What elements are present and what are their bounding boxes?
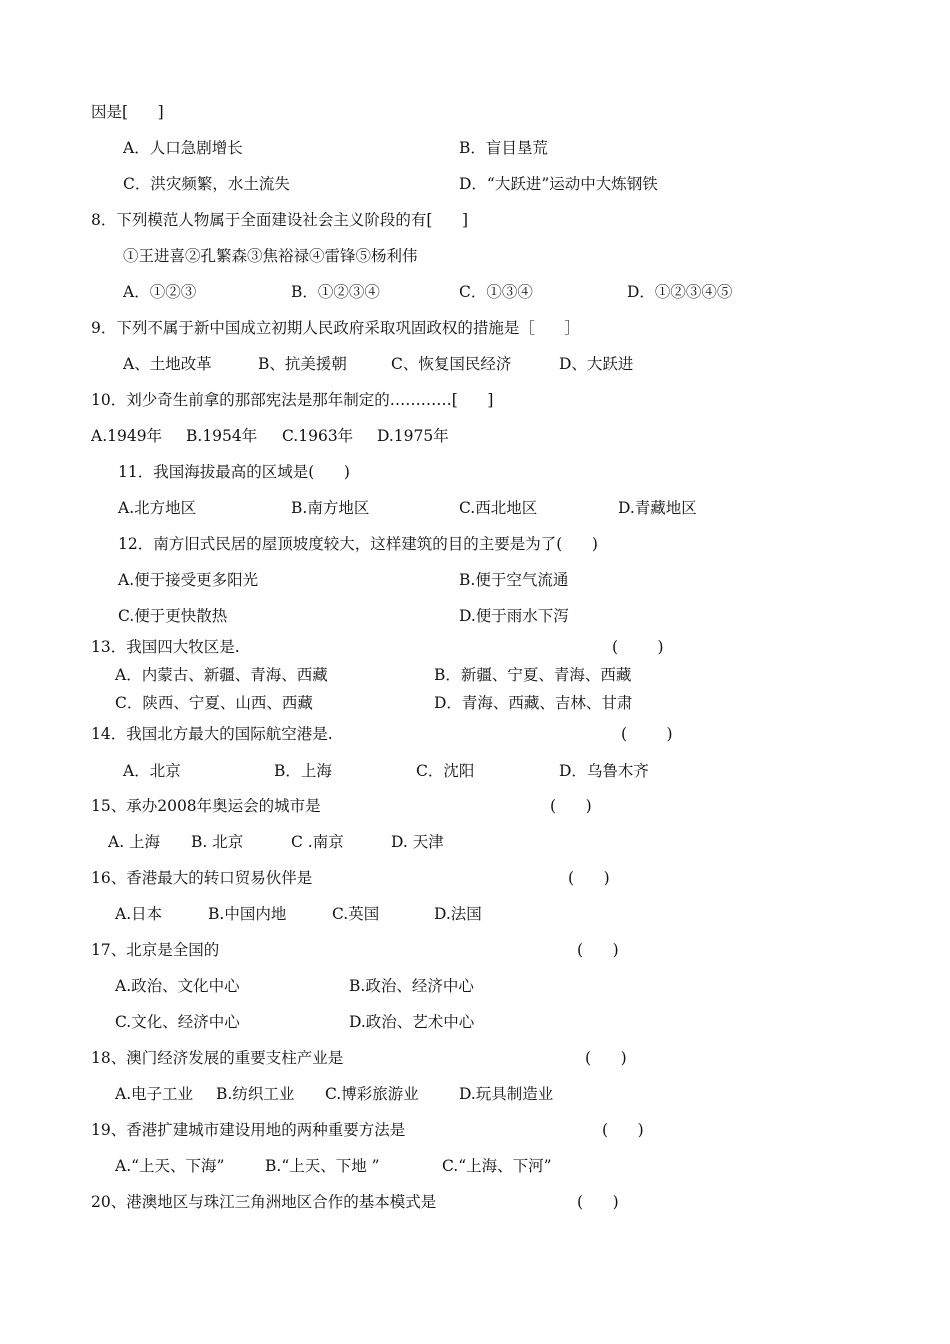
q15-option-d: D. 天津 [391,833,444,851]
q11-option-d: D.青藏地区 [618,499,697,517]
q17-option-b: B.政治、经济中心 [349,977,474,995]
q10-option-b: B.1954年 [186,427,258,445]
q18-option-d: D.玩具制造业 [459,1085,554,1103]
q17-stem: 17、北京是全国的 [91,941,220,959]
q7-option-c: C．洪灾频繁，水土流失 [123,175,290,193]
q18-option-a: A.电子工业 [115,1085,194,1103]
q16-option-c: C.英国 [332,905,380,923]
q17-option-d: D.政治、艺术中心 [349,1013,475,1031]
q10-option-d: D.1975年 [377,427,449,445]
q19-option-a: A.“上天、下海” [115,1157,225,1175]
q13-answer-paren: ( ) [612,638,664,656]
q20-answer-paren: ( ) [577,1193,619,1211]
q7-option-a: A．人口急剧增长 [123,139,243,157]
q11-option-a: A.北方地区 [118,499,197,517]
q9-option-b: B、抗美援朝 [258,355,347,373]
q7-option-d: D．“大跃进”运动中大炼钢铁 [459,175,658,193]
q15-stem: 15、承办2008年奥运会的城市是 [91,797,321,815]
q14-answer-paren: ( ) [621,725,673,743]
q13-option-c: C．陕西、宁夏、山西、西藏 [115,694,313,712]
q13-option-d: D．青海、西藏、吉林、甘肃 [434,694,633,712]
q8-option-c: C．①③④ [459,283,533,301]
q13-stem: 13．我国四大牧区是. [91,638,240,656]
q8-items: ①王进喜②孔繁森③焦裕禄④雷锋⑤杨利伟 [123,247,418,265]
q13-option-b: B．新疆、宁夏、青海、西藏 [434,666,632,684]
q8-option-b: B．①②③④ [291,283,380,301]
q16-option-b: B.中国内地 [208,905,287,923]
q14-option-a: A．北京 [123,762,181,780]
q18-answer-paren: ( ) [585,1049,627,1067]
q12-option-b: B.便于空气流通 [459,571,569,589]
q14-option-c: C．沈阳 [416,762,475,780]
q10-stem: 10．刘少奇生前拿的那部宪法是那年制定的…………[ ] [91,391,494,409]
q12-option-c: C.便于更快散热 [118,607,228,625]
q19-answer-paren: ( ) [602,1121,644,1139]
q14-stem: 14．我国北方最大的国际航空港是. [91,725,333,743]
q11-option-b: B.南方地区 [291,499,370,517]
q18-stem: 18、澳门经济发展的重要支柱产业是 [91,1049,344,1067]
q12-option-a: A.便于接受更多阳光 [118,571,259,589]
q19-stem: 19、香港扩建城市建设用地的两种重要方法是 [91,1121,406,1139]
q9-option-a: A、土地改革 [123,355,212,373]
q8-stem: 8．下列模范人物属于全面建设社会主义阶段的有[ ] [91,211,469,229]
q17-option-c: C.文化、经济中心 [115,1013,240,1031]
q14-option-d: D．乌鲁木齐 [559,762,649,780]
q16-option-a: A.日本 [115,905,163,923]
q12-stem: 12．南方旧式民居的屋顶坡度较大，这样建筑的目的主要是为了( ) [118,535,598,553]
q13-option-a: A．内蒙古、新疆、青海、西藏 [115,666,328,684]
q10-option-a: A.1949年 [91,427,163,445]
q16-stem: 16、香港最大的转口贸易伙伴是 [91,869,313,887]
q8-option-a: A．①②③ [123,283,197,301]
q8-option-d: D．①②③④⑤ [627,283,733,301]
q11-option-c: C.西北地区 [459,499,538,517]
q7-stem: 因是[ ] [91,103,164,121]
q19-option-c: C.“上海、下河” [442,1157,552,1175]
q9-stem: 9．下列不属于新中国成立初期人民政府采取巩固政权的措施是［ ］ [91,319,580,337]
q15-option-b: B. 北京 [191,833,244,851]
q15-option-c: C .南京 [291,833,344,851]
q10-option-c: C.1963年 [282,427,354,445]
q17-option-a: A.政治、文化中心 [115,977,240,995]
q7-option-b: B．盲目垦荒 [459,139,548,157]
q9-option-d: D、大跃进 [559,355,634,373]
q15-answer-paren: ( ) [550,797,592,815]
q15-option-a: A. 上海 [108,833,161,851]
q9-option-c: C、恢复国民经济 [391,355,512,373]
q12-option-d: D.便于雨水下泻 [459,607,569,625]
q19-option-b: B.“上天、下地 ” [265,1157,380,1175]
q18-option-c: C.博彩旅游业 [325,1085,419,1103]
q20-stem: 20、港澳地区与珠江三角洲地区合作的基本模式是 [91,1193,437,1211]
q11-stem: 11．我国海拔最高的区域是( ) [118,463,350,481]
q17-answer-paren: ( ) [577,941,619,959]
q14-option-b: B．上海 [274,762,332,780]
q18-option-b: B.纺织工业 [216,1085,295,1103]
q16-answer-paren: ( ) [568,869,610,887]
q16-option-d: D.法国 [434,905,482,923]
